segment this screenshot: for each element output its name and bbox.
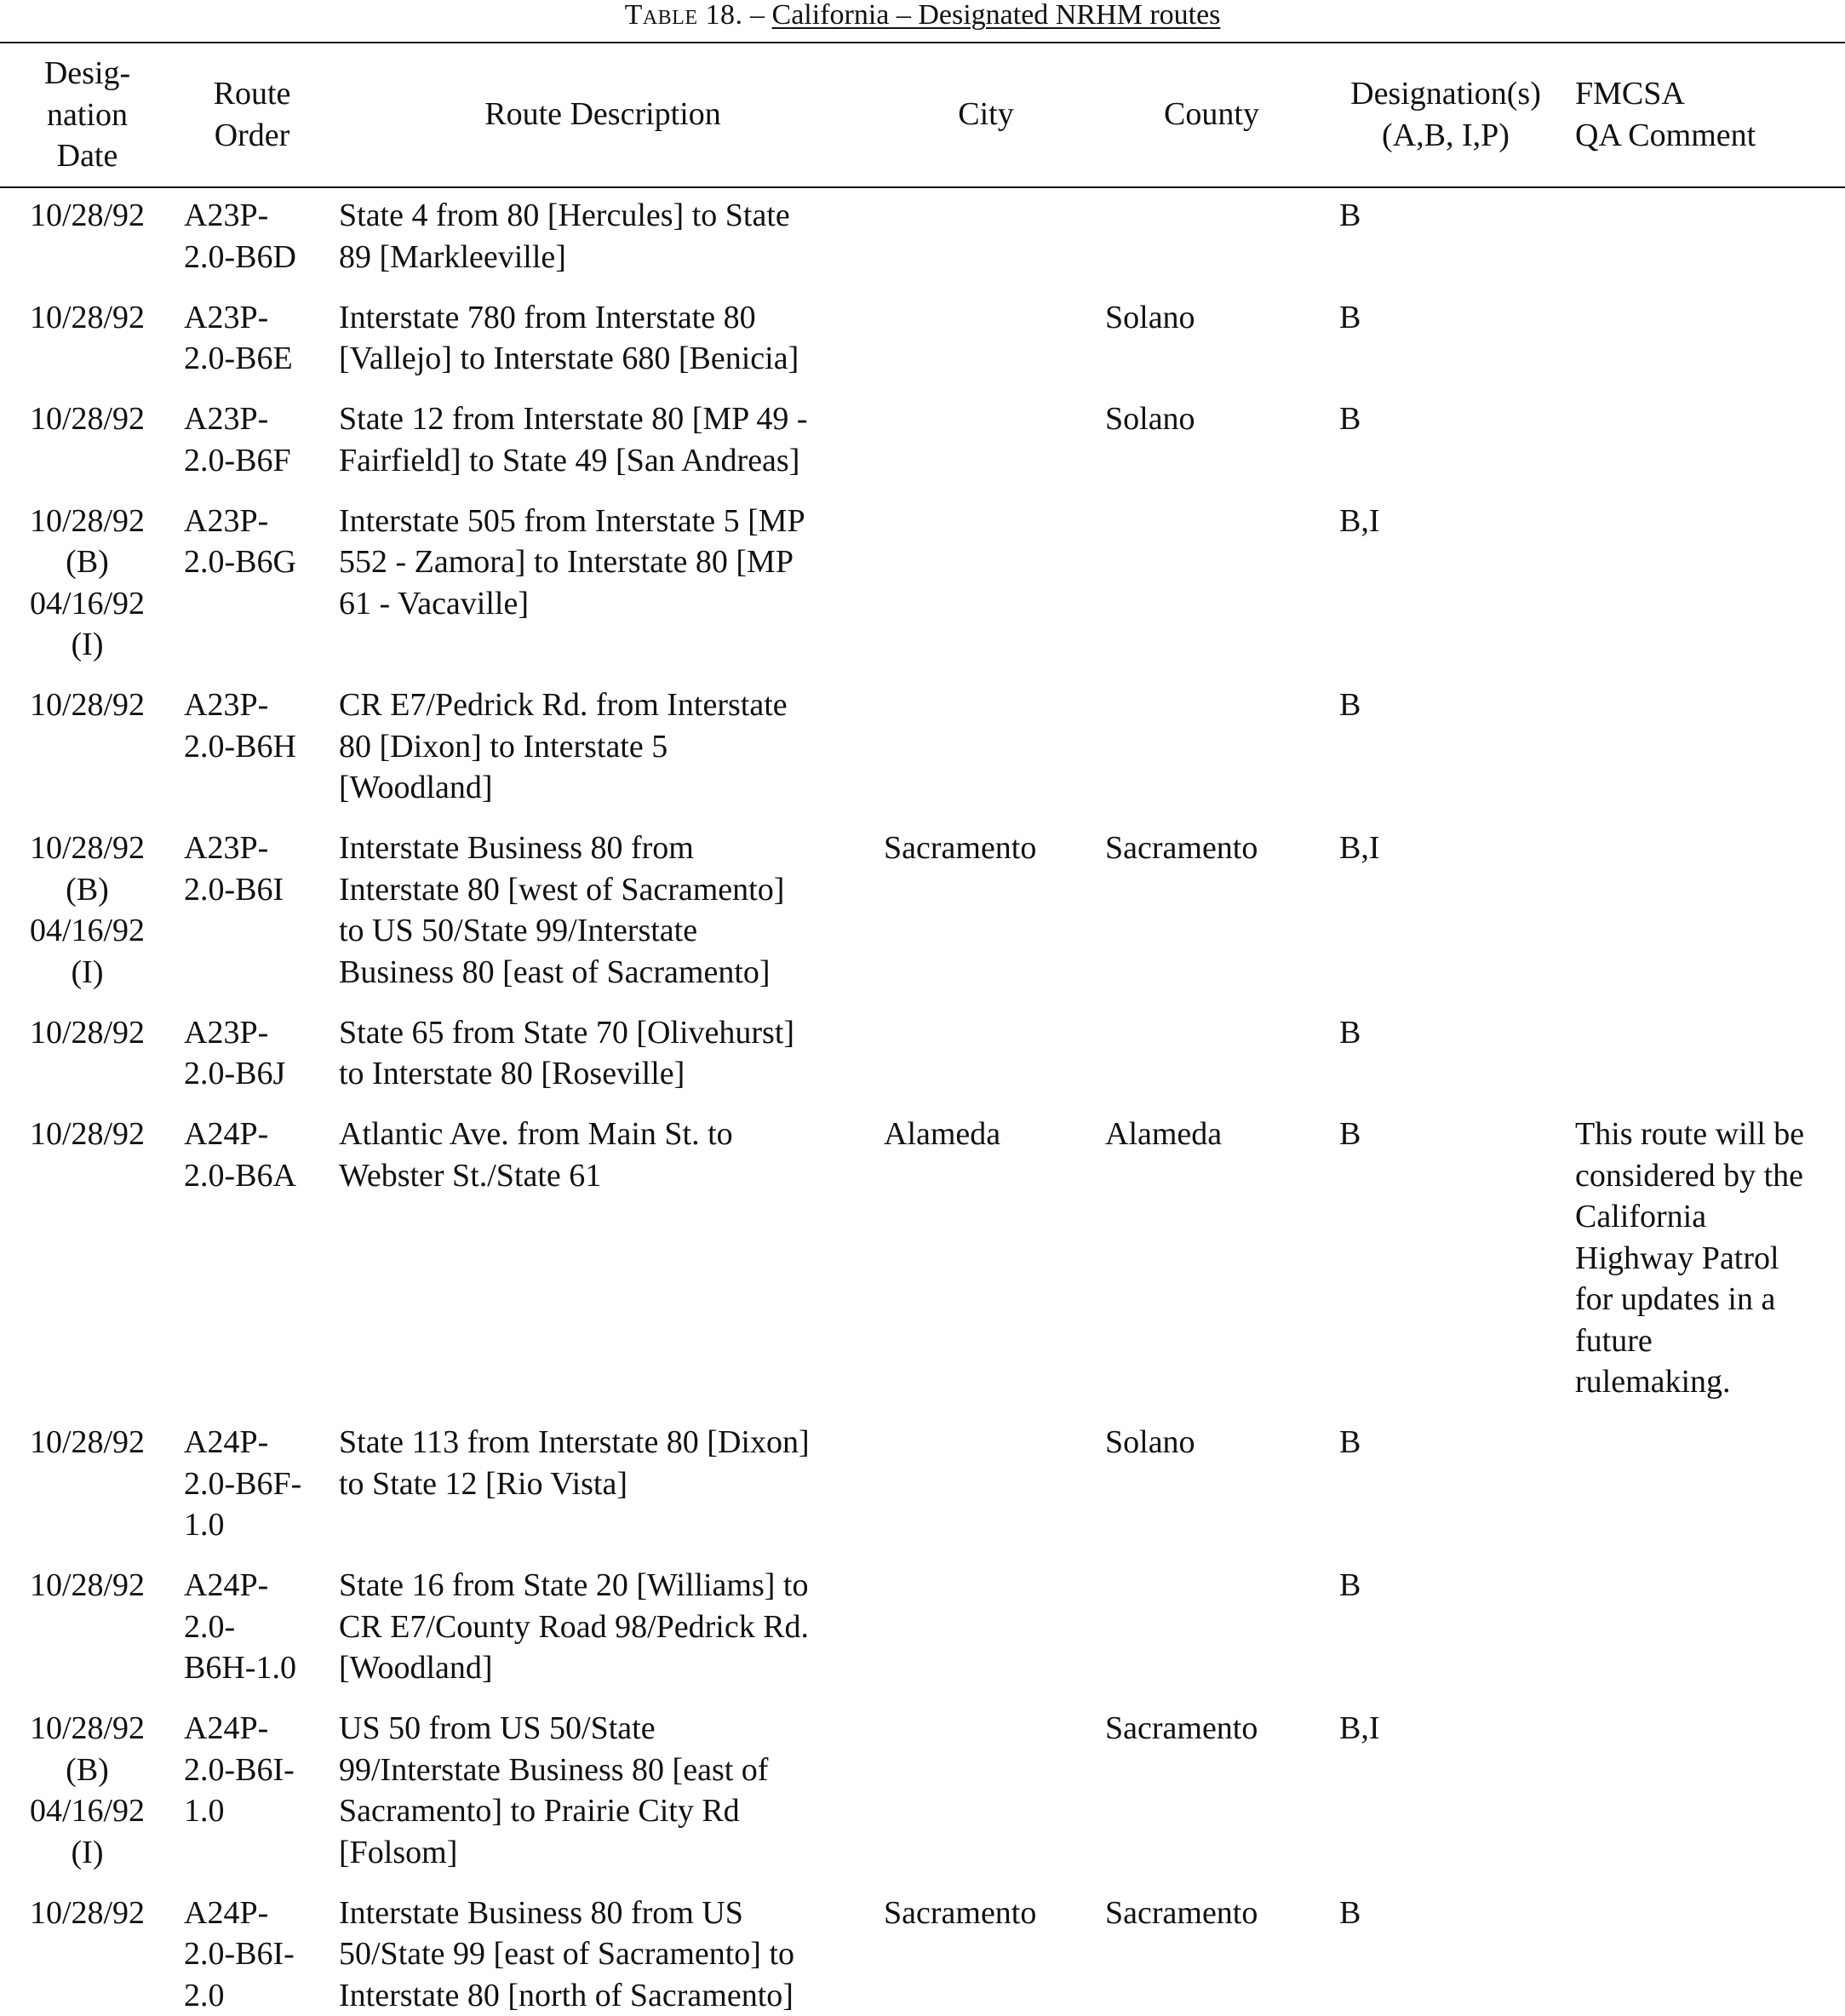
city-cell xyxy=(884,1114,1097,1155)
cell-line: 1.0 xyxy=(184,1504,329,1546)
cell-line: Order xyxy=(184,115,320,157)
cell-line: (B) xyxy=(0,869,175,911)
cell-line: B,I xyxy=(1339,501,1552,542)
cell-line: 2.0 xyxy=(184,1975,329,2016)
designations-cell xyxy=(1339,1114,1552,1155)
cell-line: A24P- xyxy=(184,1422,329,1463)
route-order-cell xyxy=(184,1012,329,1095)
cell-line: considered by the xyxy=(1575,1155,1845,1197)
county-cell xyxy=(1105,1893,1335,1934)
cell-line: Route xyxy=(184,73,320,115)
cell-line: 2.0-B6F- xyxy=(184,1463,329,1505)
route-order-cell xyxy=(184,1893,329,2016)
route-description-cell xyxy=(339,1893,884,2016)
cell-line: A23P- xyxy=(184,501,329,542)
cell-line: Highway Patrol xyxy=(1575,1238,1845,1280)
cell-line: 2.0-B6F xyxy=(184,440,329,482)
route-description-cell xyxy=(339,1565,884,1689)
route-order-cell xyxy=(184,1114,329,1196)
route-order-cell xyxy=(184,1565,329,1689)
cell-line: Interstate Business 80 from xyxy=(339,828,884,869)
route-order-cell xyxy=(184,501,329,583)
designations-cell xyxy=(1339,1012,1552,1054)
cell-line: 10/28/92 xyxy=(0,1422,175,1463)
cell-line: to Interstate 80 [Roseville] xyxy=(339,1053,884,1095)
cell-line: (B) xyxy=(0,541,175,583)
designations-cell xyxy=(1339,1708,1552,1750)
cell-line: 10/28/92 xyxy=(0,1893,175,1934)
cell-line: (I) xyxy=(0,1832,175,1874)
route-description-cell xyxy=(339,1422,884,1504)
table-title: California – Designated NRHM routes xyxy=(772,0,1221,31)
cell-line: Sacramento xyxy=(884,1893,1097,1934)
header-county xyxy=(1105,94,1318,135)
cell-line: for updates in a xyxy=(1575,1279,1845,1320)
cell-line: Atlantic Ave. from Main St. to xyxy=(339,1114,884,1155)
cell-line: 04/16/92 xyxy=(0,583,175,625)
county-cell xyxy=(1105,828,1335,869)
cell-line: Date xyxy=(0,135,175,177)
designations-cell xyxy=(1339,1893,1552,1934)
cell-line: B xyxy=(1339,1114,1552,1155)
cell-line: Solano xyxy=(1105,297,1335,339)
cell-line: Interstate Business 80 from US xyxy=(339,1893,884,1934)
cell-line: Sacramento xyxy=(1105,1708,1335,1750)
cell-line: State 12 from Interstate 80 [MP 49 - xyxy=(339,398,884,440)
county-cell xyxy=(1105,1708,1335,1750)
designation-date-cell xyxy=(0,684,175,726)
cell-line: B xyxy=(1339,1565,1552,1606)
route-description-cell xyxy=(339,1114,884,1196)
county-cell xyxy=(1105,297,1335,339)
cell-line: A23P- xyxy=(184,684,329,726)
cell-line: (I) xyxy=(0,624,175,666)
cell-line: A23P- xyxy=(184,398,329,440)
cell-line: B xyxy=(1339,297,1552,339)
cell-line: 61 - Vacaville] xyxy=(339,583,884,625)
cell-line: County xyxy=(1105,94,1318,135)
cell-line: 2.0-B6I- xyxy=(184,1933,329,1975)
route-description-cell xyxy=(339,398,884,481)
cell-line: Sacramento xyxy=(1105,1893,1335,1934)
route-order-cell xyxy=(184,398,329,481)
county-cell xyxy=(1105,398,1335,440)
cell-line: A24P- xyxy=(184,1565,329,1606)
cell-line: Fairfield] to State 49 [San Andreas] xyxy=(339,440,884,482)
cell-line: 2.0-B6H xyxy=(184,726,329,768)
cell-line: [Woodland] xyxy=(339,767,884,809)
header-fmcsa-qa-comment xyxy=(1575,73,1845,156)
cell-line: California xyxy=(1575,1196,1845,1238)
cell-line: B xyxy=(1339,195,1552,237)
cell-line: 2.0-B6I xyxy=(184,869,329,911)
cell-line: City xyxy=(884,94,1088,135)
route-order-cell xyxy=(184,195,329,278)
cell-line: A23P- xyxy=(184,297,329,339)
header-designation-date xyxy=(0,53,175,177)
cell-line: A23P- xyxy=(184,1012,329,1054)
designations-cell xyxy=(1339,1565,1552,1606)
cell-line: A23P- xyxy=(184,195,329,237)
cell-line: 2.0-B6E xyxy=(184,338,329,380)
designation-date-cell xyxy=(0,195,175,237)
cell-line: [Vallejo] to Interstate 680 [Benicia] xyxy=(339,338,884,380)
cell-line: 50/State 99 [east of Sacramento] to xyxy=(339,1933,884,1975)
cell-line: (I) xyxy=(0,952,175,994)
cell-line: B xyxy=(1339,1893,1552,1934)
header-bottom-rule xyxy=(0,186,1845,188)
cell-line: 10/28/92 xyxy=(0,1012,175,1054)
route-order-cell xyxy=(184,1708,329,1832)
route-description-cell xyxy=(339,1708,884,1873)
cell-line: [Woodland] xyxy=(339,1647,884,1689)
cell-line: 10/28/92 xyxy=(0,828,175,869)
cell-line: 2.0-B6G xyxy=(184,541,329,583)
county-cell xyxy=(1105,1422,1335,1463)
designation-date-cell xyxy=(0,398,175,440)
cell-line: State 113 from Interstate 80 [Dixon] xyxy=(339,1422,884,1463)
designations-cell xyxy=(1339,297,1552,339)
cell-line: (A,B, I,P) xyxy=(1339,115,1552,157)
designation-date-cell xyxy=(0,1012,175,1054)
cell-line: Desig- xyxy=(0,53,175,94)
route-order-cell xyxy=(184,297,329,380)
cell-line: Sacramento xyxy=(884,828,1097,869)
cell-line: Business 80 [east of Sacramento] xyxy=(339,952,884,994)
cell-line: [Folsom] xyxy=(339,1832,884,1874)
route-order-cell xyxy=(184,828,329,910)
cell-line: 80 [Dixon] to Interstate 5 xyxy=(339,726,884,768)
header-city xyxy=(884,94,1088,135)
table-caption xyxy=(0,0,1845,37)
cell-line: rulemaking. xyxy=(1575,1361,1845,1403)
cell-line: 2.0-B6A xyxy=(184,1155,329,1197)
cell-line: 10/28/92 xyxy=(0,398,175,440)
designation-date-cell xyxy=(0,1893,175,1934)
designations-cell xyxy=(1339,1422,1552,1463)
cell-line: 10/28/92 xyxy=(0,1565,175,1606)
designation-date-cell xyxy=(0,1114,175,1155)
cell-line: A24P- xyxy=(184,1708,329,1750)
header-route-order xyxy=(184,73,320,156)
cell-line: 10/28/92 xyxy=(0,1114,175,1155)
cell-line: (B) xyxy=(0,1750,175,1791)
header-designations xyxy=(1339,73,1552,156)
city-cell xyxy=(884,828,1097,869)
cell-line: Webster St./State 61 xyxy=(339,1155,884,1197)
cell-line: B,I xyxy=(1339,828,1552,869)
cell-line: Designation(s) xyxy=(1339,73,1552,115)
cell-line: 10/28/92 xyxy=(0,195,175,237)
cell-line: 10/28/92 xyxy=(0,1708,175,1750)
designations-cell xyxy=(1339,398,1552,440)
cell-line: 89 [Markleeville] xyxy=(339,237,884,278)
route-description-cell xyxy=(339,297,884,380)
cell-line: B,I xyxy=(1339,1708,1552,1750)
cell-line: 04/16/92 xyxy=(0,910,175,952)
cell-line: Alameda xyxy=(884,1114,1097,1155)
cell-line: 2.0-B6J xyxy=(184,1053,329,1095)
cell-line: to State 12 [Rio Vista] xyxy=(339,1463,884,1505)
cell-line: 10/28/92 xyxy=(0,684,175,726)
designations-cell xyxy=(1339,828,1552,869)
cell-line: Interstate 80 [west of Sacramento] xyxy=(339,869,884,911)
cell-line: 10/28/92 xyxy=(0,297,175,339)
designations-cell xyxy=(1339,195,1552,237)
cell-line: Sacramento xyxy=(1105,828,1335,869)
cell-line: 10/28/92 xyxy=(0,501,175,542)
cell-line: State 65 from State 70 [Olivehurst] xyxy=(339,1012,884,1054)
cell-line: Interstate 80 [north of Sacramento] xyxy=(339,1975,884,2016)
cell-line: Sacramento] to Prairie City Rd xyxy=(339,1790,884,1832)
route-description-cell xyxy=(339,828,884,993)
designation-date-cell xyxy=(0,828,175,993)
designation-date-cell xyxy=(0,1565,175,1606)
designations-cell xyxy=(1339,684,1552,726)
designation-date-cell xyxy=(0,1422,175,1463)
cell-line: B xyxy=(1339,398,1552,440)
cell-line: A24P- xyxy=(184,1114,329,1155)
route-description-cell xyxy=(339,195,884,278)
cell-line: B6H-1.0 xyxy=(184,1647,329,1689)
cell-line: B xyxy=(1339,1012,1552,1054)
table-top-rule xyxy=(0,42,1845,43)
cell-line: US 50 from US 50/State xyxy=(339,1708,884,1750)
route-order-cell xyxy=(184,1422,329,1546)
cell-line: 04/16/92 xyxy=(0,1790,175,1832)
cell-line: A23P- xyxy=(184,828,329,869)
cell-line: B xyxy=(1339,684,1552,726)
designation-date-cell xyxy=(0,501,175,666)
route-description-cell xyxy=(339,1012,884,1095)
cell-line: Solano xyxy=(1105,398,1335,440)
cell-line: Alameda xyxy=(1105,1114,1335,1155)
cell-line: QA Comment xyxy=(1575,115,1845,157)
route-description-cell xyxy=(339,501,884,625)
cell-line: State 16 from State 20 [Williams] to xyxy=(339,1565,884,1606)
cell-line: 99/Interstate Business 80 [east of xyxy=(339,1750,884,1791)
county-cell xyxy=(1105,1114,1335,1155)
cell-line: 2.0-B6D xyxy=(184,237,329,278)
cell-line: Interstate 780 from Interstate 80 xyxy=(339,297,884,339)
cell-line: 2.0- xyxy=(184,1606,329,1648)
table-number: Table 18. xyxy=(625,0,743,31)
cell-line: to US 50/State 99/Interstate xyxy=(339,910,884,952)
route-description-cell xyxy=(339,684,884,809)
cell-line: This route will be xyxy=(1575,1114,1845,1155)
cell-line: future xyxy=(1575,1320,1845,1362)
cell-line: CR E7/Pedrick Rd. from Interstate xyxy=(339,684,884,726)
cell-line: A24P- xyxy=(184,1893,329,1934)
designations-cell xyxy=(1339,501,1552,542)
cell-line: nation xyxy=(0,94,175,136)
cell-line: FMCSA xyxy=(1575,73,1845,115)
cell-line: Route Description xyxy=(339,94,867,135)
cell-line: 552 - Zamora] to Interstate 80 [MP xyxy=(339,541,884,583)
cell-line: State 4 from 80 [Hercules] to State xyxy=(339,195,884,237)
cell-line: CR E7/County Road 98/Pedrick Rd. xyxy=(339,1606,884,1648)
route-order-cell xyxy=(184,684,329,767)
cell-line: Interstate 505 from Interstate 5 [MP xyxy=(339,501,884,542)
fmcsa-qa-comment-cell xyxy=(1575,1114,1845,1403)
designation-date-cell xyxy=(0,297,175,339)
cell-line: 2.0-B6I- xyxy=(184,1750,329,1791)
header-route-description xyxy=(339,94,867,135)
caption-dash: – xyxy=(743,0,772,31)
cell-line: B xyxy=(1339,1422,1552,1463)
city-cell xyxy=(884,1893,1097,1934)
cell-line: 1.0 xyxy=(184,1790,329,1832)
cell-line: Solano xyxy=(1105,1422,1335,1463)
designation-date-cell xyxy=(0,1708,175,1873)
